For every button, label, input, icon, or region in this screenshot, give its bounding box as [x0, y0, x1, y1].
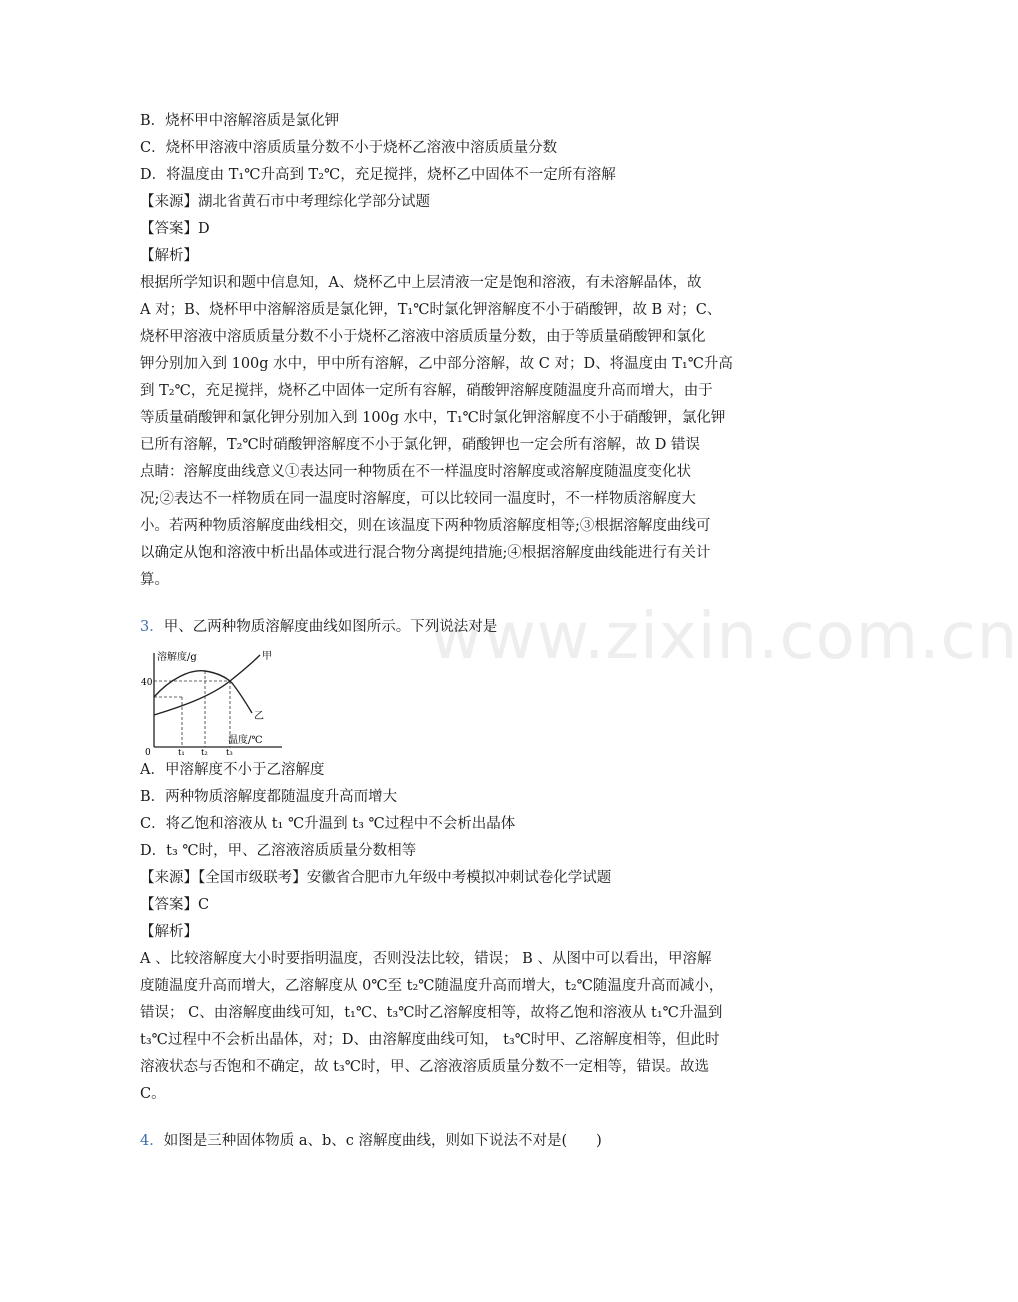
q2-analysis-line: 钾分别加入到 100g 水中，甲中所有溶解，乙中部分溶解，故 C 对；D、将温度由 T₁℃升高	[140, 356, 733, 372]
q2-analysis-line: 况;②表达不一样物质在同一温度时溶解度，可以比较同一温度时，不一样物质溶解度大	[140, 491, 696, 507]
q2-option-c: C．烧杯甲溶液中溶质质量分数不小于烧杯乙溶液中溶质质量分数	[140, 140, 558, 156]
q3-stem-text: 甲、乙两种物质溶解度曲线如图所示。下列说法对是	[163, 619, 498, 635]
q2-source: 【来源】湖北省黄石市中考理综化学部分试题	[140, 194, 430, 210]
q2-analysis	[140, 270, 790, 594]
q3-option-b: B．两种物质溶解度都随温度升高而增大	[140, 789, 398, 805]
y-axis-label: 溶解度/g	[157, 652, 197, 663]
q4-stem	[140, 1128, 790, 1155]
q3-analysis-line: 溶液状态与否饱和不确定，故 t₃℃时，甲、乙溶液溶质质量分数不一定相等，错误。故选	[140, 1059, 709, 1075]
q2-analysis-label: 【解析】	[140, 248, 198, 264]
q3-analysis-label: 【解析】	[140, 924, 198, 940]
x-axis-label: 温度/℃	[228, 735, 263, 746]
q2-analysis-line: 根据所学知识和题中信息知，A、烧杯乙中上层清液一定是饱和溶液，有未溶解晶体，故	[140, 275, 702, 291]
origin-label: 0	[145, 748, 151, 758]
q2-analysis-line: 以确定从饱和溶液中析出晶体或进行混合物分离提纯措施;④根据溶解度曲线能进行有关计	[140, 545, 711, 561]
q3-source: 【来源】【全国市级联考】安徽省合肥市九年级中考模拟冲刺试卷化学试题	[140, 870, 612, 886]
curve-jia-label: 甲	[262, 651, 272, 662]
q3-option-a: A．甲溶解度不小于乙溶解度	[140, 762, 325, 778]
curve-jia	[154, 655, 260, 715]
q2-answer: 【答案】D	[140, 221, 210, 237]
q2-analysis-line: 已所有溶解，T₂℃时硝酸钾溶解度不小于氯化钾，硝酸钾也一定会所有溶解，故 D 错误	[140, 437, 701, 453]
q2-option-b: B．烧杯甲中溶解溶质是氯化钾	[140, 113, 340, 129]
q2-analysis-line: 等质量硝酸钾和氯化钾分别加入到 100g 水中，T₁℃时氯化钾溶解度不小于硝酸钾，氯化钾	[140, 410, 726, 426]
x-tick-t1: t₁	[178, 748, 185, 758]
q2-analysis-line: 算。	[140, 572, 169, 588]
q2-analysis-line: 小。若两种物质溶解度曲线相交，则在该温度下两种物质溶解度相等;③根据溶解度曲线可	[140, 518, 711, 534]
q3-analysis-line: t₃℃过程中不会析出晶体，对；D、由溶解度曲线可知， t₃℃时甲、乙溶解度相等，但此时	[140, 1032, 720, 1048]
solubility-curve-diagram	[140, 647, 290, 758]
curve-yi	[154, 671, 252, 713]
q3-number: 3．	[140, 619, 164, 635]
q3-stem	[140, 614, 790, 641]
q2-analysis-line: 烧杯甲溶液中溶质质量分数不小于烧杯乙溶液中溶质质量分数，由于等质量硝酸钾和氯化	[140, 329, 706, 345]
q3-analysis-line: 度随温度升高而增大，乙溶解度从 0℃至 t₂℃随温度升高而增大，t₂℃随温度升高而减小，	[140, 978, 724, 994]
curve-yi-label: 乙	[254, 711, 264, 722]
q2-analysis-line: 到 T₂℃，充足搅拌，烧杯乙中固体一定所有容解，硝酸钾溶解度随温度升高而增大，由于	[140, 383, 713, 399]
q4-number: 4．	[140, 1133, 164, 1149]
q3-analysis	[140, 946, 790, 1108]
document-page	[140, 108, 790, 1155]
q3-solubility-figure	[140, 647, 790, 758]
q2-option-d: D．将温度由 T₁℃升高到 T₂℃，充足搅拌，烧杯乙中固体不一定所有溶解	[140, 167, 616, 183]
y-tick-40: 40	[141, 678, 153, 688]
q3-analysis-line: A 、比较溶解度大小时要指明温度，否则没法比较，错误； B 、从图中可以看出，甲溶解	[140, 951, 712, 967]
q2-analysis-line: A 对；B、烧杯甲中溶解溶质是氯化钾，T₁℃时氯化钾溶解度不小于硝酸钾，故 B 对；C、	[140, 302, 722, 318]
q3-analysis-line: 错误； C、由溶解度曲线可知，t₁℃、t₃℃时乙溶解度相等，故将乙饱和溶液从 t₁℃升温到	[140, 1005, 723, 1021]
x-tick-t3: t₃	[226, 748, 233, 758]
q3-answer: 【答案】C	[140, 897, 210, 913]
q3-analysis-line: C。	[140, 1086, 166, 1102]
q3-option-d: D．t₃ ℃时，甲、乙溶液溶质质量分数相等	[140, 843, 417, 859]
watermark: www.zixin.com.cn	[430, 600, 1018, 674]
q4-stem-text: 如图是三种固体物质 a、b、c 溶解度曲线，则如下说法不对是( )	[163, 1133, 602, 1149]
q3-option-c: C．将乙饱和溶液从 t₁ ℃升温到 t₃ ℃过程中不会析出晶体	[140, 816, 516, 832]
q2-analysis-line: 点睛：溶解度曲线意义①表达同一种物质在不一样温度时溶解度或溶解度随温度变化状	[140, 464, 691, 480]
x-tick-t2: t₂	[201, 748, 208, 758]
